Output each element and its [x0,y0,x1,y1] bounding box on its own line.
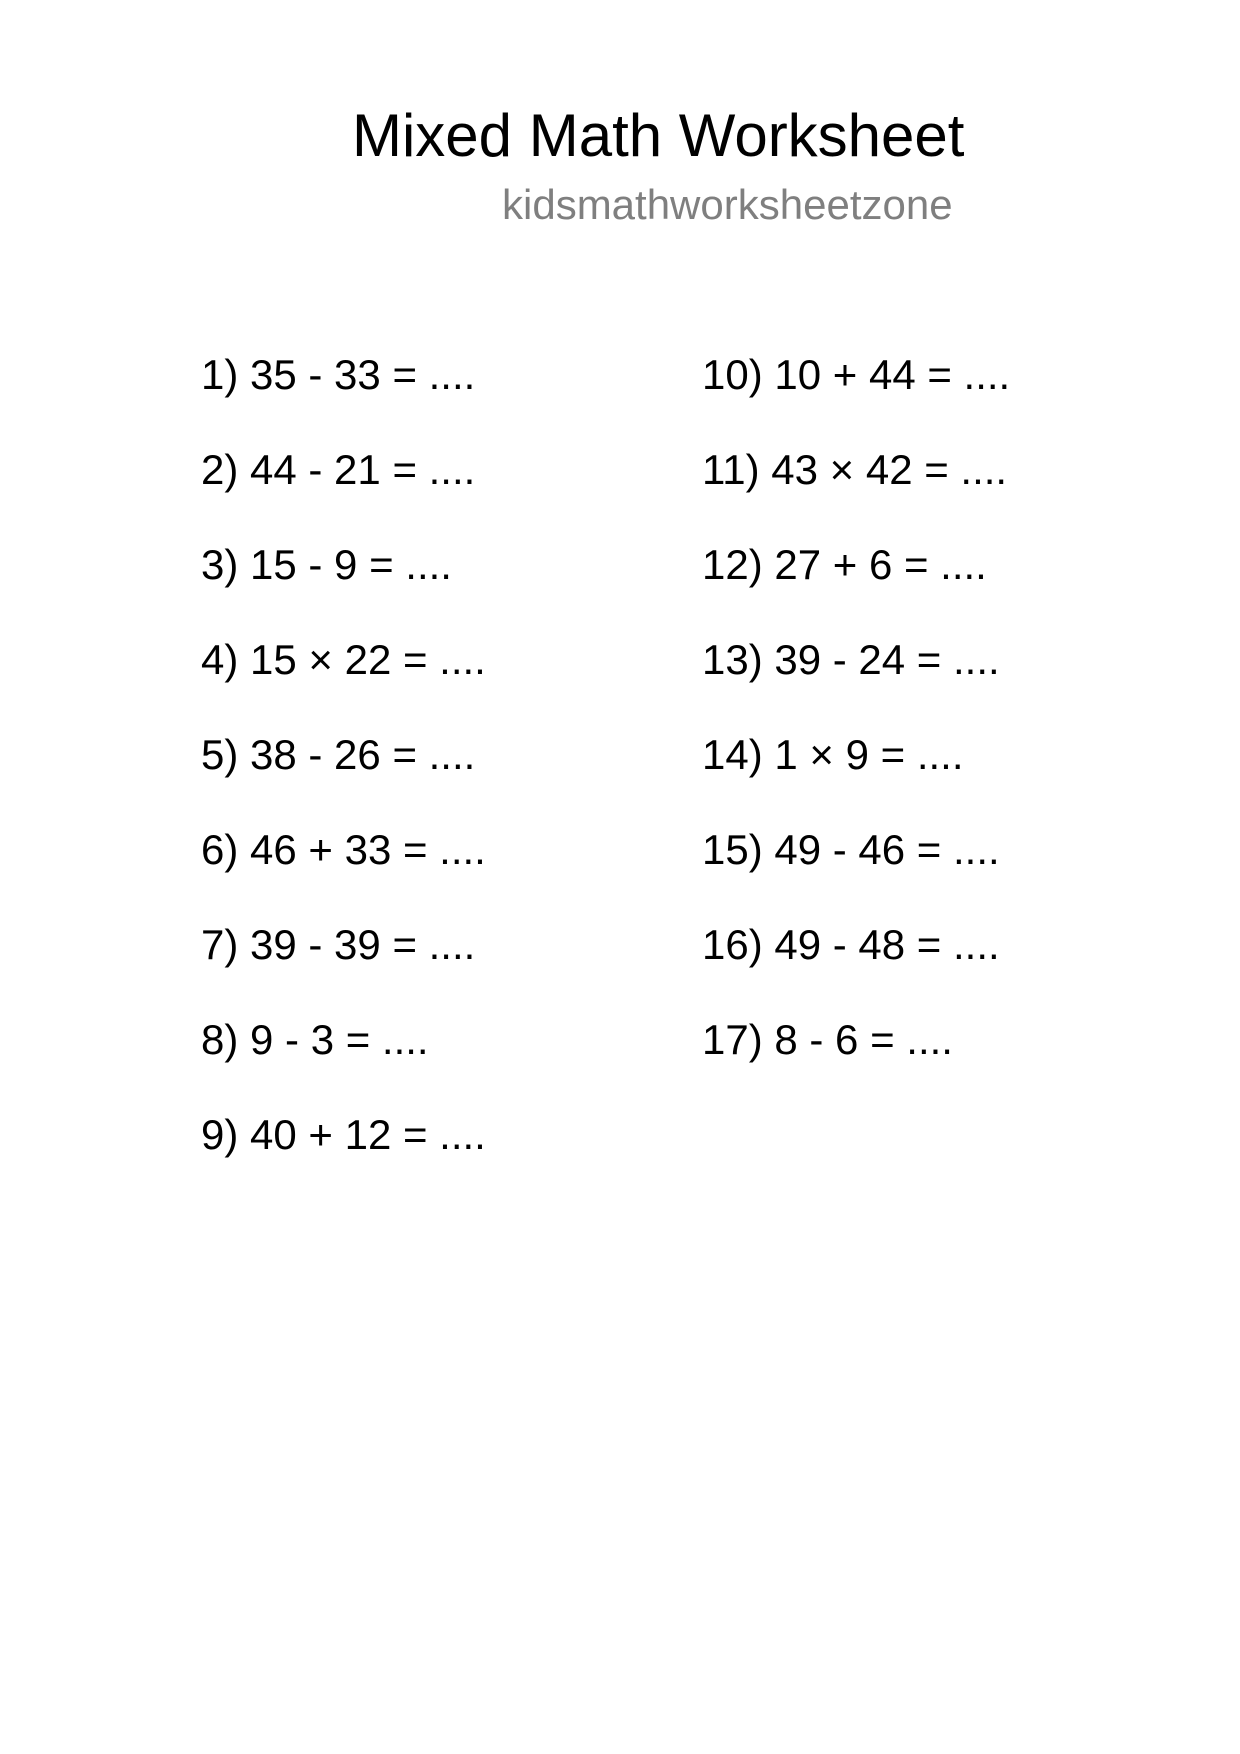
math-problem-7: 7) 39 - 39 = .... [201,921,476,968]
math-problem-6: 6) 46 + 33 = .... [201,826,486,873]
worksheet-subtitle: kidsmathworksheetzone [502,181,953,228]
math-problem-16: 16) 49 - 48 = .... [702,921,1000,968]
math-problem-8: 8) 9 - 3 = .... [201,1016,429,1063]
math-problem-2: 2) 44 - 21 = .... [201,446,476,493]
problem-list-right [702,345,1010,1105]
math-problem-1: 1) 35 - 33 = .... [201,351,476,398]
problem-list-left [201,345,486,1200]
math-problem-5: 5) 38 - 26 = .... [201,731,476,778]
math-problem-15: 15) 49 - 46 = .... [702,826,1000,873]
math-problem-17: 17) 8 - 6 = .... [702,1016,953,1063]
math-problem-4: 4) 15 × 22 = .... [201,636,486,683]
math-problem-12: 12) 27 + 6 = .... [702,541,987,588]
math-problem-10: 10) 10 + 44 = .... [702,351,1011,398]
math-problem-13: 13) 39 - 24 = .... [702,636,1000,683]
math-problem-9: 9) 40 + 12 = .... [201,1111,486,1158]
math-problem-11: 11) 43 × 42 = .... [702,446,1008,493]
worksheet-title: Mixed Math Worksheet [352,102,965,169]
math-problem-3: 3) 15 - 9 = .... [201,541,452,588]
math-problem-14: 14) 1 × 9 = .... [702,731,964,778]
